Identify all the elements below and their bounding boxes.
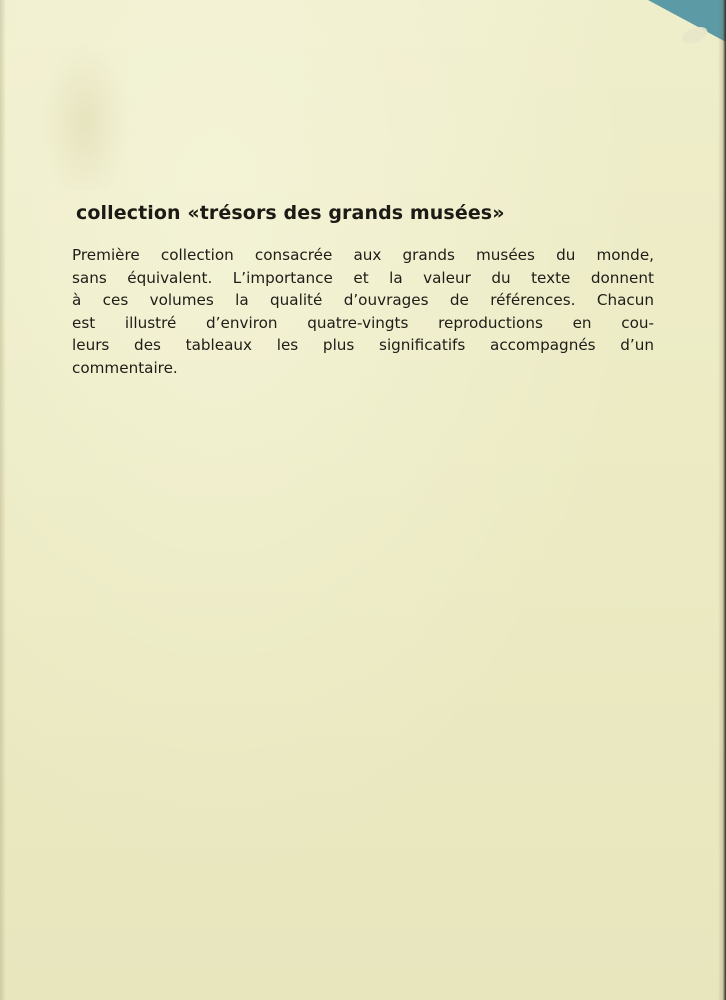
paper-stain xyxy=(40,40,130,190)
cover-right-edge xyxy=(718,0,726,1000)
description-line: Première collection consacrée aux grands musées du monde, xyxy=(72,246,654,264)
description-line: leurs des tableaux les plus significatifs accompagnés d’un xyxy=(72,336,654,355)
description-line: est illustré d’environ quatre-vingts reproductions en cou- xyxy=(72,313,654,332)
description-line: commentaire. xyxy=(72,358,178,377)
collection-description xyxy=(72,244,654,380)
description-line: à ces volumes la qualité d’ouvrages de références. Chacun xyxy=(72,291,654,310)
cover-left-edge xyxy=(0,0,6,1000)
description-line: sans équivalent. L’importance et la valeur du texte donnent xyxy=(72,268,654,287)
collection-heading: collection «trésors des grands musées» xyxy=(76,202,505,224)
